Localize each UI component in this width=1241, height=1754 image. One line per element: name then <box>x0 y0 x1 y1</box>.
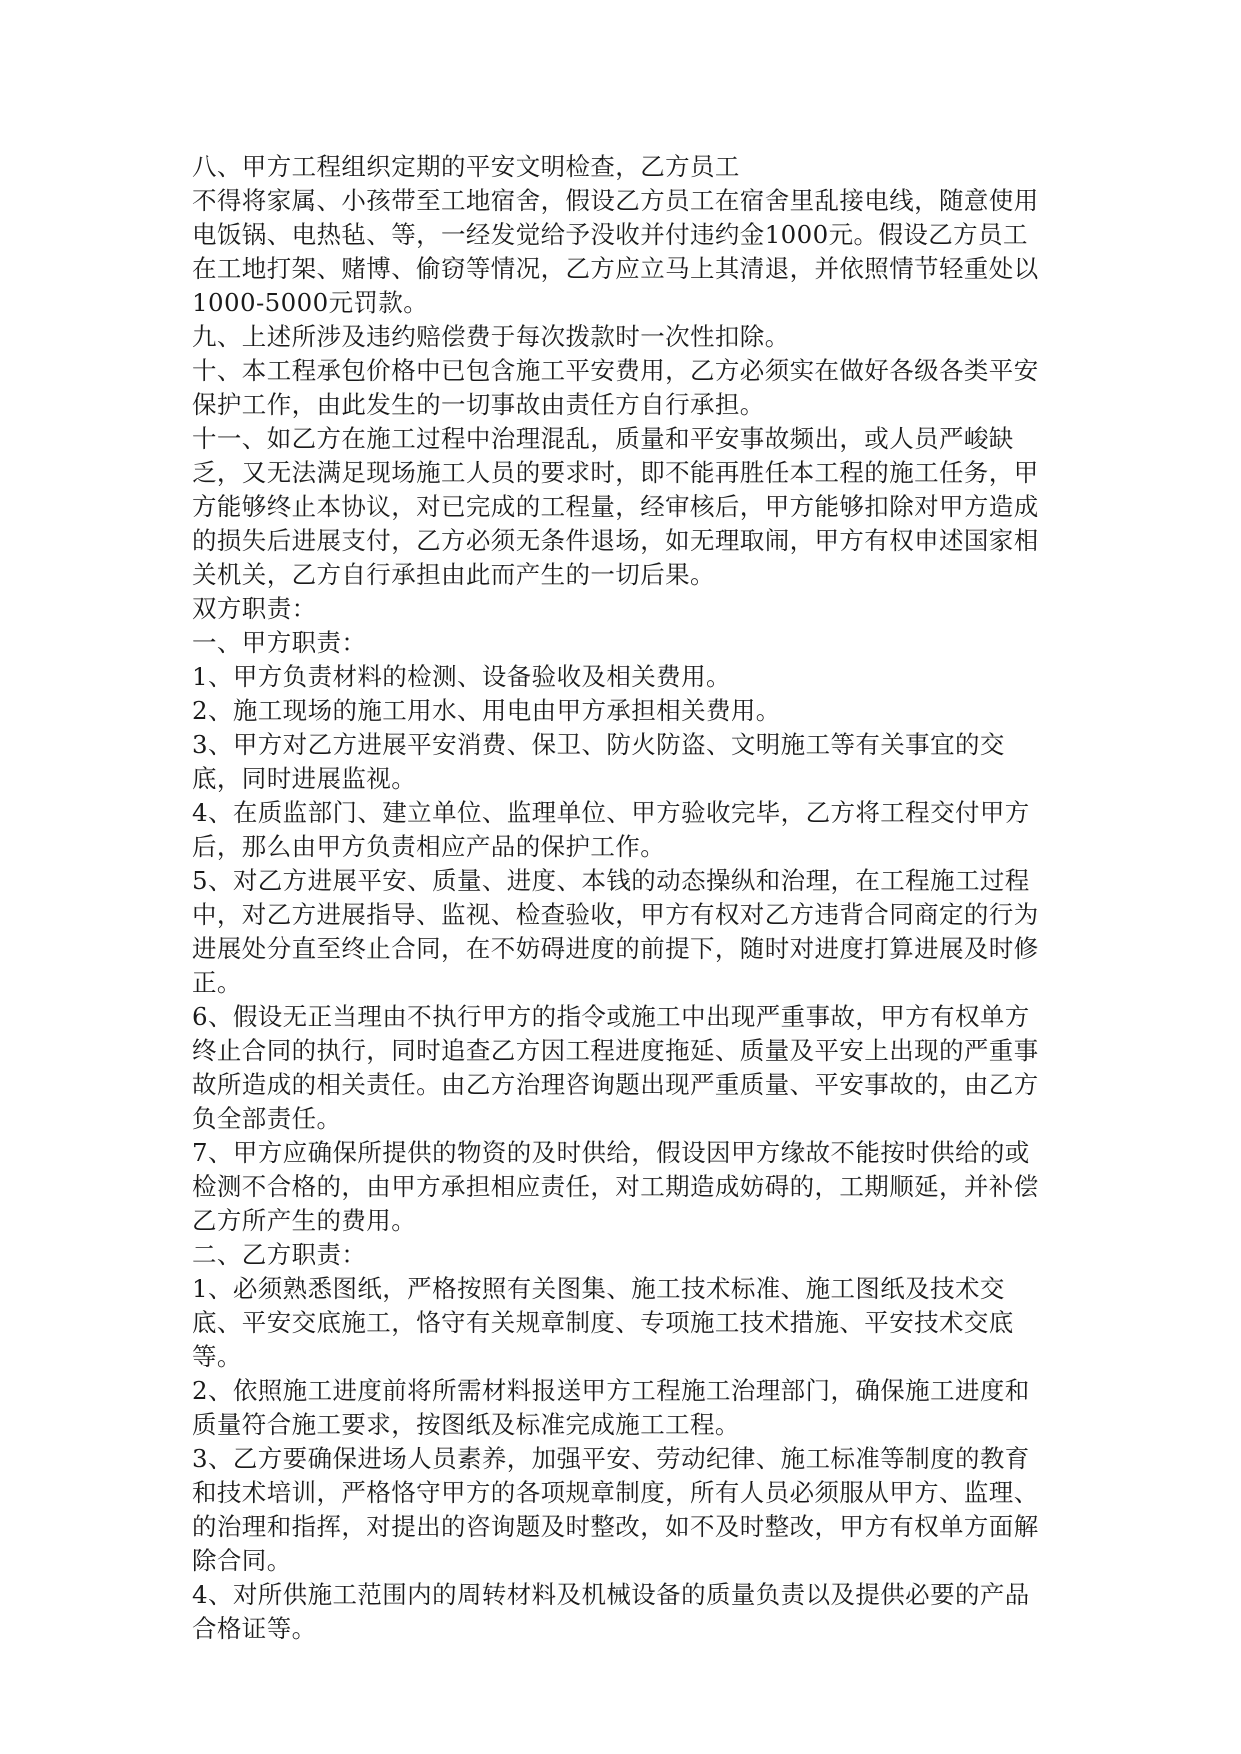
paragraph-11-termination: 十一、如乙方在施工过程中治理混乱，质量和平安事故频出，或人员严峻缺乏，又无法满足现场施工人员的要求时，即不能再胜任本工程的施工任务，甲方能够终止本协议，对已完成的工程量，经审核后，甲方能够扣除对甲方造成的损失后进展支付，乙方必须无条件退场，如无理取闹，甲方有权申述国家相关机关，乙方自行承担由此而产生的一切后果。 <box>192 424 1039 589</box>
party-b-item-1: 1、必须熟悉图纸，严格按照有关图集、施工技术标准、施工图纸及技术交底、平安交底施工，恪守有关规章制度、专项施工技术措施、平安技术交底等。 <box>192 1274 1014 1371</box>
party-a-item-2: 2、施工现场的施工用水、用电由甲方承担相关费用。 <box>192 696 781 725</box>
party-b-item-2: 2、依照施工进度前将所需材料报送甲方工程施工治理部门，确保施工进度和质量符合施工要求，按图纸及标准完成施工工程。 <box>192 1376 1030 1439</box>
subheading-party-a-duties: 一、甲方职责： <box>192 628 367 657</box>
party-a-item-3: 3、甲方对乙方进展平安消费、保卫、防火防盗、文明施工等有关事宜的交底，同时进展监视。 <box>192 730 1005 793</box>
subheading-party-b-duties: 二、乙方职责： <box>192 1240 367 1269</box>
party-a-item-4: 4、在质监部门、建立单位、监理单位、甲方验收完毕，乙方将工程交付甲方后，那么由甲方负责相应产品的保护工作。 <box>192 798 1030 861</box>
paragraph-8-inspection: 八、甲方工程组织定期的平安文明检查，乙方员工 <box>192 152 740 181</box>
party-b-item-4: 4、对所供施工范围内的周转材料及机械设备的质量负责以及提供必要的产品合格证等。 <box>192 1580 1030 1643</box>
party-a-item-6: 6、假设无正当理由不执行甲方的指令或施工中出现严重事故，甲方有权单方终止合同的执行，同时追查乙方因工程进度拖延、质量及平安上出现的严重事故所造成的相关责任。由乙方治理咨询题出现严重质量、平安事故的，由乙方负全部责任。 <box>192 1002 1039 1133</box>
section-heading-duties: 双方职责： <box>192 594 317 623</box>
party-a-item-1: 1、甲方负责材料的检测、设备验收及相关费用。 <box>192 662 731 691</box>
party-a-item-7: 7、甲方应确保所提供的物资的及时供给，假设因甲方缘故不能按时供给的或检测不合格的，由甲方承担相应责任，对工期造成妨碍的，工期顺延，并补偿乙方所产生的费用。 <box>192 1138 1039 1235</box>
party-a-item-5: 5、对乙方进展平安、质量、进度、本钱的动态操纵和治理，在工程施工过程中，对乙方进展指导、监视、检查验收，甲方有权对乙方违背合同商定的行为进展处分直至终止合同，在不妨碍进度的前提下，随时对进度打算进展及时修正。 <box>192 866 1039 997</box>
paragraph-8-dormitory-rules: 不得将家属、小孩带至工地宿舍，假设乙方员工在宿舍里乱接电线，随意使用电饭锅、电热毡、等，一经发觉给予没收并付违约金1000元。假设乙方员工在工地打架、赌博、偷窃等情况，乙方应立马上其清退，并依照情节轻重处以1000-5000元罚款。 <box>192 186 1039 317</box>
document-body <box>192 150 1052 1646</box>
paragraph-9-deduction: 九、上述所涉及违约赔偿费于每次拨款时一次性扣除。 <box>192 322 790 351</box>
paragraph-10-safety-cost: 十、本工程承包价格中已包含施工平安费用，乙方必须实在做好各级各类平安保护工作，由此发生的一切事故由责任方自行承担。 <box>192 356 1039 419</box>
party-b-item-3: 3、乙方要确保进场人员素养，加强平安、劳动纪律、施工标准等制度的教育和技术培训，严格恪守甲方的各项规章制度，所有人员必须服从甲方、监理、的治理和指挥，对提出的咨询题及时整改，如不及时整改，甲方有权单方面解除合同。 <box>192 1444 1039 1575</box>
